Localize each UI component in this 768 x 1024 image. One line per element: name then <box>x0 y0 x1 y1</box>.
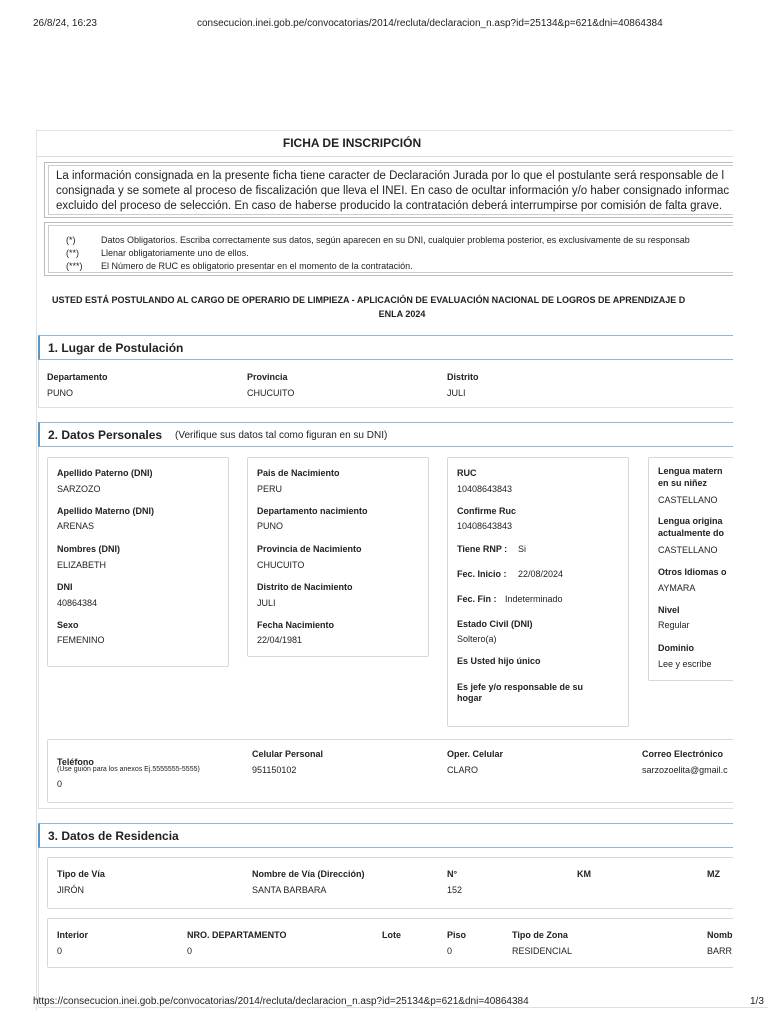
section-title: 2. Datos Personales <box>48 428 163 442</box>
lengua-materna-value: CASTELLANO <box>658 495 718 505</box>
lengua-materna-label-line-1: Lengua matern <box>658 466 723 476</box>
note-text-3: El Número de RUC es obligatorio presentar en el momento de la contratación. <box>101 261 413 271</box>
fec-inicio-value: 22/08/2024 <box>518 569 564 579</box>
section-datos-personales-header <box>38 422 768 447</box>
form-title: FICHA DE INSCRIPCIÓN <box>36 130 768 157</box>
numero-value: 152 <box>447 885 463 895</box>
print-footer-url: https://consecucion.inei.gob.pe/convocatorias/2014/recluta/declaracion_n.asp?id=25134&p=621&dni=40864384 <box>33 996 529 1007</box>
sexo-label: Sexo <box>57 620 79 630</box>
confirme-ruc-label: Confirme Ruc <box>457 506 517 516</box>
declaration-line-2: consignada y se somete al proceso de fiscalización que lleva el INEI. En caso de ocultar información y/o haber consignado informac <box>56 185 730 197</box>
ruc-value: 10408643843 <box>457 484 513 494</box>
nro-departamento-value: 0 <box>187 946 193 956</box>
celular-label: Celular Personal <box>252 749 324 759</box>
nombre-via-value: SANTA BARBARA <box>252 885 327 895</box>
section-subtitle: (Verifique sus datos tal como figuran en su DNI) <box>175 430 388 441</box>
section-title: 3. Datos de Residencia <box>48 829 179 843</box>
celular-value: 951150102 <box>252 765 297 775</box>
declaration-line-3: excluido del proceso de selección. En caso de haberse producido la contratación deberá interrumpirse por comisión de falta grave. <box>56 200 723 212</box>
fecha-nacimiento-value: 22/04/1981 <box>257 635 303 645</box>
ruc-label: RUC <box>457 468 477 478</box>
apellido-materno-label: Apellido Materno (DNI) <box>57 506 154 516</box>
note-mark-2: (**) <box>66 248 79 258</box>
apellido-materno-value: ARENAS <box>57 521 95 531</box>
print-datetime: 26/8/24, 16:23 <box>33 18 97 29</box>
confirme-ruc-value: 10408643843 <box>457 521 513 531</box>
hijo-unico-label: Es Usted hijo único <box>457 656 541 666</box>
distrito-nacimiento-value: JULI <box>257 598 276 608</box>
tiene-rnp-value: Si <box>518 544 527 554</box>
pais-nacimiento-label: Pais de Nacimiento <box>257 468 340 478</box>
numero-label: N° <box>447 869 458 879</box>
residence-row-2-card <box>47 918 768 968</box>
note-text-1: Datos Obligatorios. Escriba correctamente sus datos, según aparecen en su DNI, cualquier problema posterior, es exclusivamente de su responsab <box>101 235 690 245</box>
pais-nacimiento-value: PERU <box>257 484 283 494</box>
fec-fin-value: Indeterminado <box>505 594 563 604</box>
interior-label: Interior <box>57 930 89 940</box>
lengua-materna-label-line-2: en su niñez <box>658 478 708 488</box>
apellido-paterno-label: Apellido Paterno (DNI) <box>57 468 153 478</box>
provincia-value: CHUCUITO <box>247 388 295 398</box>
apellido-paterno-value: SARZOZO <box>57 484 101 494</box>
residence-row-1-card <box>47 857 768 909</box>
sexo-value: FEMENINO <box>57 635 105 645</box>
dominio-label: Dominio <box>658 643 694 653</box>
print-page-count: 1/3 <box>750 996 764 1007</box>
departamento-nacimiento-label: Departamento nacimiento <box>257 506 368 516</box>
jefe-hogar-label-line-2: hogar <box>457 693 483 703</box>
postulation-year: ENLA 2024 <box>378 309 426 319</box>
note-mark-3: (***) <box>66 261 83 271</box>
operador-value: CLARO <box>447 765 479 775</box>
tipo-via-value: JIRÓN <box>57 885 84 895</box>
distrito-label: Distrito <box>447 372 479 382</box>
nombre-via-label: Nombre de Vía (Dirección) <box>252 869 365 879</box>
provincia-nacimiento-value: CHUCUITO <box>257 560 305 570</box>
provincia-nacimiento-label: Provincia de Nacimiento <box>257 544 362 554</box>
lote-label: Lote <box>382 930 401 940</box>
piso-value: 0 <box>447 946 453 956</box>
mz-label: MZ <box>707 869 720 879</box>
dominio-value: Lee y escribe <box>658 659 712 669</box>
lengua-original-value: CASTELLANO <box>658 545 718 555</box>
interior-value: 0 <box>57 946 63 956</box>
section-lugar-postulacion-panel <box>38 360 768 408</box>
nivel-label: Nivel <box>658 605 680 615</box>
provincia-label: Provincia <box>247 372 288 382</box>
section-datos-residencia-header <box>38 823 768 848</box>
nombre-zona-value: BARR <box>707 946 733 956</box>
lengua-original-label-line-2: actualmente do <box>658 528 725 538</box>
section-lugar-postulacion-header <box>38 335 768 360</box>
lengua-original-label-line-1: Lengua origina <box>658 516 723 526</box>
telefono-value: 0 <box>57 779 63 789</box>
postulation-text: USTED ESTÁ POSTULANDO AL CARGO DE OPERARIO DE LIMPIEZA - APLICACIÓN DE EVALUACIÓN NACIONAL DE LOGROS DE APRENDIZAJE D <box>52 295 686 305</box>
tipo-zona-value: RESIDENCIAL <box>512 946 573 956</box>
jefe-hogar-label-line-1: Es jefe y/o responsable de su <box>457 682 584 692</box>
nombre-zona-label: Nomb <box>707 930 733 940</box>
dni-label: DNI <box>57 582 73 592</box>
tiene-rnp-label: Tiene RNP : <box>457 544 508 554</box>
note-text-2: Llenar obligatoriamente uno de ellos. <box>101 248 249 258</box>
dni-value: 40864384 <box>57 598 98 608</box>
departamento-label: Departamento <box>47 372 108 382</box>
piso-label: Piso <box>447 930 467 940</box>
distrito-nacimiento-label: Distrito de Nacimiento <box>257 582 353 592</box>
nivel-value: Regular <box>658 620 690 630</box>
telefono-label: Teléfono <box>57 757 94 767</box>
nombres-value: ELIZABETH <box>57 560 107 570</box>
note-mark-1: (*) <box>66 235 76 245</box>
declaration-line-1: La información consignada en la presente ficha tiene caracter de Declaración Jurada por lo que el postulante será responsable de l <box>56 170 725 182</box>
correo-label: Correo Electrónico <box>642 749 724 759</box>
nombres-label: Nombres (DNI) <box>57 544 121 554</box>
tipo-via-label: Tipo de Vía <box>57 869 105 879</box>
correo-value: sarzozoelita@gmail.c <box>642 765 728 775</box>
print-page-title: consecucion.inei.gob.pe/convocatorias/2014/recluta/declaracion_n.asp?id=25134&p=621&dni=40864384 <box>197 18 663 29</box>
fecha-nacimiento-label: Fecha Nacimiento <box>257 620 335 630</box>
page-cutoff <box>733 125 768 990</box>
estado-civil-label: Estado Civil (DNI) <box>457 619 533 629</box>
estado-civil-value: Soltero(a) <box>457 634 497 644</box>
nro-departamento-label: NRO. DEPARTAMENTO <box>187 930 287 940</box>
telefono-hint: (Use guión para los anexos Ej.5555555-5555) <box>57 766 200 773</box>
km-label: KM <box>577 869 591 879</box>
otros-idiomas-label: Otros Idiomas o <box>658 567 727 577</box>
distrito-value: JULI <box>447 388 466 398</box>
section-title: 1. Lugar de Postulación <box>48 341 184 355</box>
departamento-nacimiento-value: PUNO <box>257 521 284 531</box>
operador-label: Oper. Celular <box>447 749 504 759</box>
tipo-zona-label: Tipo de Zona <box>512 930 568 940</box>
fec-fin-label: Fec. Fin : <box>457 594 497 604</box>
fec-inicio-label: Fec. Inicio : <box>457 569 507 579</box>
otros-idiomas-value: AYMARA <box>658 583 696 593</box>
departamento-value: PUNO <box>47 388 74 398</box>
